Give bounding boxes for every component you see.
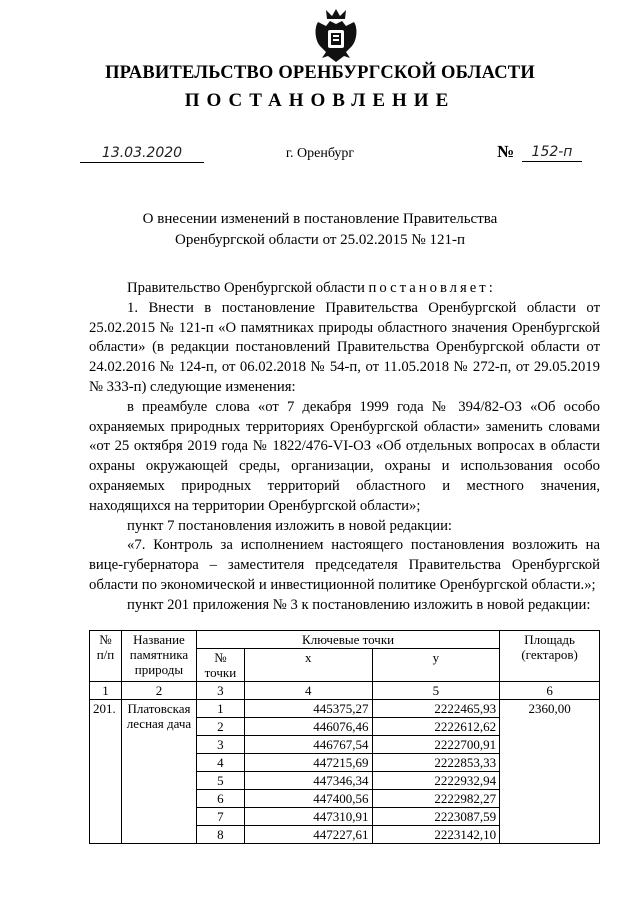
point-x: 447215,69 bbox=[244, 754, 372, 772]
coat-of-arms-icon bbox=[312, 6, 360, 64]
document-number: 152-п bbox=[522, 144, 582, 162]
point-number: 4 bbox=[196, 754, 244, 772]
number-label: № bbox=[497, 142, 515, 161]
paragraph-4: «7. Контроль за исполнением настоящего постановления возложить на вице-губернатора – заместителя председателя Правительства Оренбургской области по экономической и инвестиционной политике Оренбургской области.»; bbox=[89, 537, 600, 593]
paragraph-2: в преамбуле слова «от 7 декабря 1999 года № 394/82-ОЗ «Об особо охраняемых природных территориях Оренбургской области» заменить словами «от 25 октября 2019 года № 1822/476-VI-ОЗ «Об отдельных вопросах в области охраны окружающей среды, организации, охраны и использования особо охраняемых природных территорий областного и местного значения, находящихся на территории Оренбургской области»; bbox=[89, 398, 600, 514]
point-y: 2222982,27 bbox=[372, 790, 500, 808]
point-number: 5 bbox=[196, 772, 244, 790]
point-y: 2222465,93 bbox=[372, 700, 500, 718]
subject-line-2: Оренбургской области от 25.02.2015 № 121-п bbox=[174, 232, 466, 248]
paragraph-5: пункт 201 приложения № 3 к постановлению изложить в новой редакции: bbox=[127, 596, 591, 613]
intro-prefix: Правительство Оренбургской области bbox=[127, 280, 365, 296]
entry-num: 201. bbox=[90, 700, 122, 844]
point-number: 1 bbox=[196, 700, 244, 718]
point-x: 445375,27 bbox=[244, 700, 372, 718]
paragraph-1: 1. Внести в постановление Правительства Оренбургской области от 25.02.2015 № 121-п «О памятниках природы областного значения Оренбургской области» (в редакции постановлений Правительства Оренбургской области от 24.02.2016 № 124-п, от 06.02.2018 № 54-п, от 11.05.2018 № 272-п, от 29.05.2019 № 333-п) следующие изменения: bbox=[89, 299, 600, 395]
point-x: 447310,91 bbox=[244, 808, 372, 826]
header-key-points: Ключевые точки bbox=[196, 631, 499, 649]
header-x: x bbox=[244, 649, 372, 682]
point-x: 447346,34 bbox=[244, 772, 372, 790]
document-body bbox=[89, 279, 600, 616]
point-number: 8 bbox=[196, 826, 244, 844]
col-number: 4 bbox=[244, 682, 372, 700]
point-x: 446076,46 bbox=[244, 718, 372, 736]
col-number: 5 bbox=[372, 682, 500, 700]
entry-area: 2360,00 bbox=[500, 700, 600, 844]
point-y: 2222700,91 bbox=[372, 736, 500, 754]
document-date: 13.03.2020 bbox=[80, 145, 204, 163]
intro-paragraph bbox=[89, 279, 600, 299]
point-x: 447400,56 bbox=[244, 790, 372, 808]
point-y: 2222853,33 bbox=[372, 754, 500, 772]
document-city: г. Оренбург bbox=[285, 146, 355, 161]
point-number: 2 bbox=[196, 718, 244, 736]
point-x: 446767,54 bbox=[244, 736, 372, 754]
point-number: 7 bbox=[196, 808, 244, 826]
subject-line-1: О внесении изменений в постановление Правительства bbox=[142, 211, 498, 227]
col-number: 6 bbox=[500, 682, 600, 700]
paragraph-3: пункт 7 постановления изложить в новой редакции: bbox=[127, 517, 453, 534]
header-name: Название памятника природы bbox=[121, 631, 196, 682]
header-num: № п/п bbox=[90, 631, 122, 682]
key-points-table bbox=[89, 630, 600, 844]
col-number: 1 bbox=[90, 682, 122, 700]
header-area: Площадь (гектаров) bbox=[500, 631, 600, 682]
point-number: 3 bbox=[196, 736, 244, 754]
col-number: 2 bbox=[121, 682, 196, 700]
document-kind: ПОСТАНОВЛЕНИЕ bbox=[184, 90, 456, 111]
point-number: 6 bbox=[196, 790, 244, 808]
entry-name: Платовская лесная дача bbox=[121, 700, 196, 844]
point-x: 447227,61 bbox=[244, 826, 372, 844]
document-subject bbox=[0, 209, 640, 251]
table-row bbox=[90, 700, 600, 718]
government-title: ПРАВИТЕЛЬСТВО ОРЕНБУРГСКОЙ ОБЛАСТИ bbox=[105, 63, 535, 83]
header-point-no: № точки bbox=[196, 649, 244, 682]
col-number: 3 bbox=[196, 682, 244, 700]
point-y: 2223087,59 bbox=[372, 808, 500, 826]
point-y: 2222932,94 bbox=[372, 772, 500, 790]
point-y: 2222612,62 bbox=[372, 718, 500, 736]
intro-verb: постановляет: bbox=[368, 280, 496, 296]
point-y: 2223142,10 bbox=[372, 826, 500, 844]
header-y: y bbox=[372, 649, 500, 682]
